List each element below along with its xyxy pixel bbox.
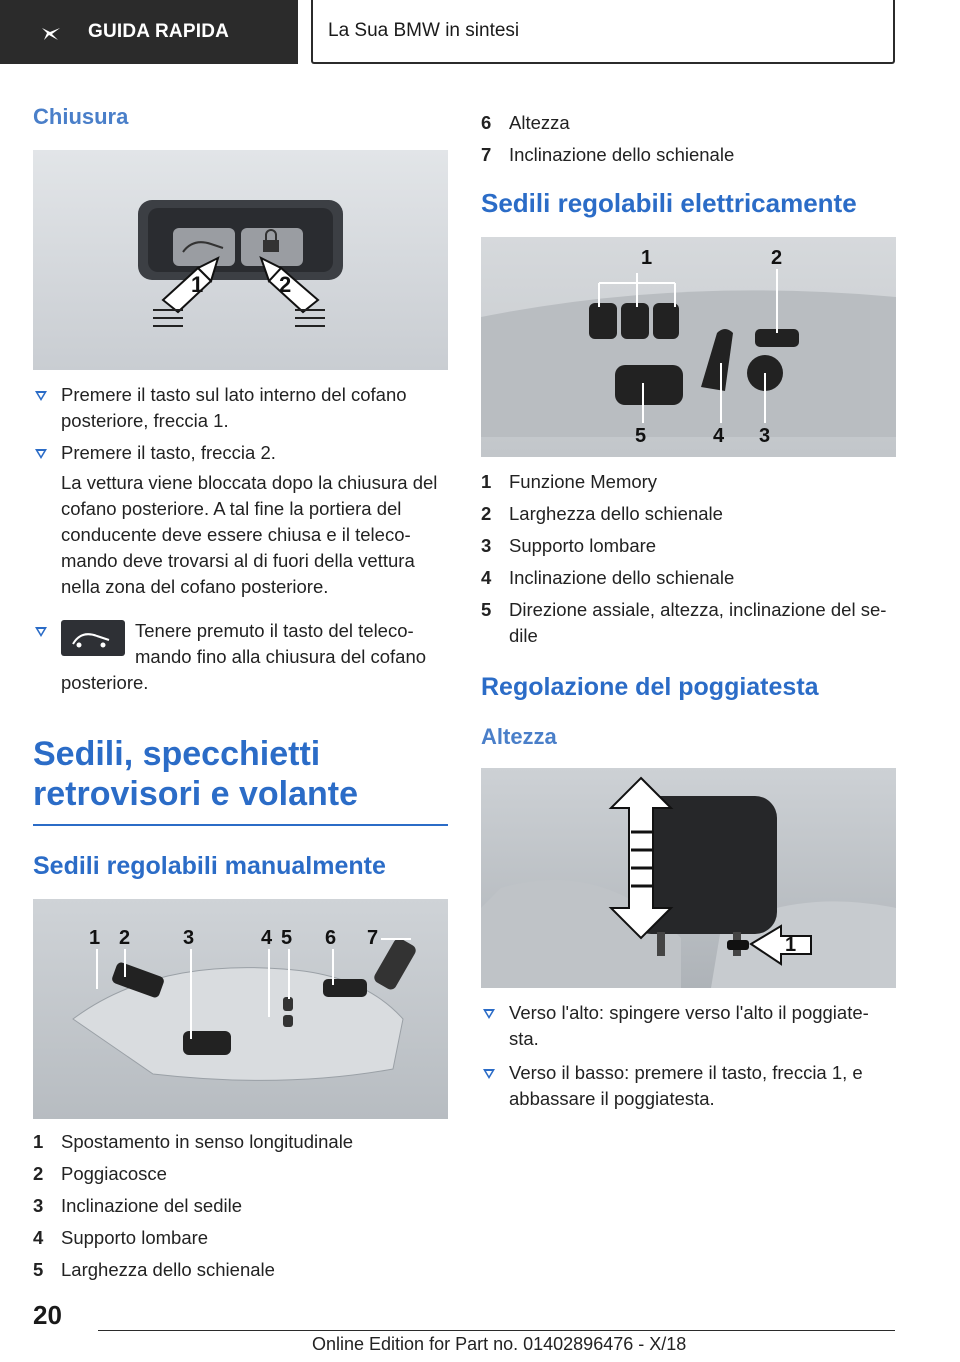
list-item: 3 Supporto lombare: [481, 535, 657, 556]
trunk-buttons-image: [33, 150, 448, 370]
electric-seat-image: [481, 237, 896, 457]
left-column: [33, 100, 448, 1289]
header-chapter-label: La Sua BMW in sintesi: [328, 20, 520, 41]
headrest-image: [481, 768, 896, 988]
heading-manual-seats: Sedili regolabili manualmente: [33, 852, 386, 880]
callout-label: 4: [713, 425, 725, 447]
svg-text:2: 2: [279, 272, 292, 297]
list-item: 3 Inclinazione del sedile: [33, 1195, 243, 1216]
list-item: Verso l'alto: spingere verso l'alto il poggiate-sta.: [481, 1000, 896, 1052]
callout-label: 7: [367, 927, 379, 949]
bullet-triangle-icon: [483, 1069, 495, 1079]
callout-label: 2: [771, 247, 783, 269]
list-item: 4 Supporto lombare: [33, 1227, 209, 1248]
list-item: 4 Inclinazione dello schienale: [481, 567, 735, 588]
right-column: [481, 110, 896, 1112]
list-item: Verso il basso: premere il tasto, freccia 1, e abbassare il poggiatesta.: [481, 1060, 896, 1112]
list-item: 2 Poggiacosce: [33, 1163, 167, 1184]
electric-seat-list: [481, 469, 896, 649]
list-item: 1 Funzione Memory: [481, 471, 658, 492]
bullet-triangle-icon: [35, 391, 47, 401]
callout-label: 1: [89, 927, 101, 949]
quick-guide-star-icon: [40, 26, 62, 42]
heading-altezza: Altezza: [481, 724, 557, 749]
header-chapter: [311, 0, 895, 64]
bullet-triangle-icon: [35, 449, 47, 459]
list-item: 6 Altezza: [481, 112, 570, 133]
callout-label: 3: [183, 927, 195, 949]
callout-label: 6: [325, 927, 337, 949]
list-item: 2 Larghezza dello schienale: [481, 503, 723, 524]
manual-seat-list-continued: [481, 110, 896, 168]
heading-chiusura: Chiusura: [33, 104, 129, 129]
header-section-label: GUIDA RAPIDA: [88, 21, 230, 42]
svg-text:1: 1: [191, 272, 204, 297]
header-section-tab: [0, 0, 298, 64]
callout-label: 5: [635, 425, 647, 447]
footer-divider: [98, 1330, 895, 1331]
list-item: Tenere premuto il tasto del teleco-mando fino alla chiusura del cofano posteriore.: [33, 618, 448, 696]
list-item: 1 Spostamento in senso longitudinale: [33, 1131, 354, 1152]
paragraph: La vettura viene bloccata dopo la chiusura del cofano posteriore. A tal fine la portiera del conducente deve essere chiusa e il teleco-mando deve trovarsi al di fuori della vettura nella zona del cofano posteriore.: [61, 472, 438, 597]
manual-seat-list: [33, 1129, 448, 1283]
list-item: Premere il tasto, freccia 2.: [33, 440, 448, 466]
bullet-triangle-icon: [483, 1009, 495, 1019]
callout-label: 3: [759, 425, 771, 447]
page-number: 20: [33, 1300, 62, 1330]
list-item: 5 Direzione assiale, altezza, inclinazione del se-dile: [481, 599, 887, 646]
heading-main: Sedili, specchietti retrovisori e volante: [33, 734, 448, 826]
callout-label: 1: [641, 247, 653, 269]
callout-label: 4: [261, 927, 273, 949]
callout-label: 5: [281, 927, 293, 949]
heading-electric-seats: Sedili regolabili elettricamente: [481, 188, 857, 218]
list-item: Premere il tasto sul lato interno del cofano posteriore, freccia 1.: [33, 382, 448, 434]
bullet-triangle-icon: [35, 627, 47, 637]
list-item: 7 Inclinazione dello schienale: [481, 144, 735, 165]
manual-seat-image: [33, 899, 448, 1119]
trunk-remote-button-icon: [61, 620, 125, 656]
list-item: 5 Larghezza dello schienale: [33, 1259, 275, 1280]
heading-headrest: Regolazione del poggiatesta: [481, 673, 819, 701]
edition-note: Online Edition for Part no. 01402896476 - X/18: [312, 1334, 687, 1354]
callout-label: 2: [119, 927, 131, 949]
callout-label: 1: [785, 934, 797, 956]
